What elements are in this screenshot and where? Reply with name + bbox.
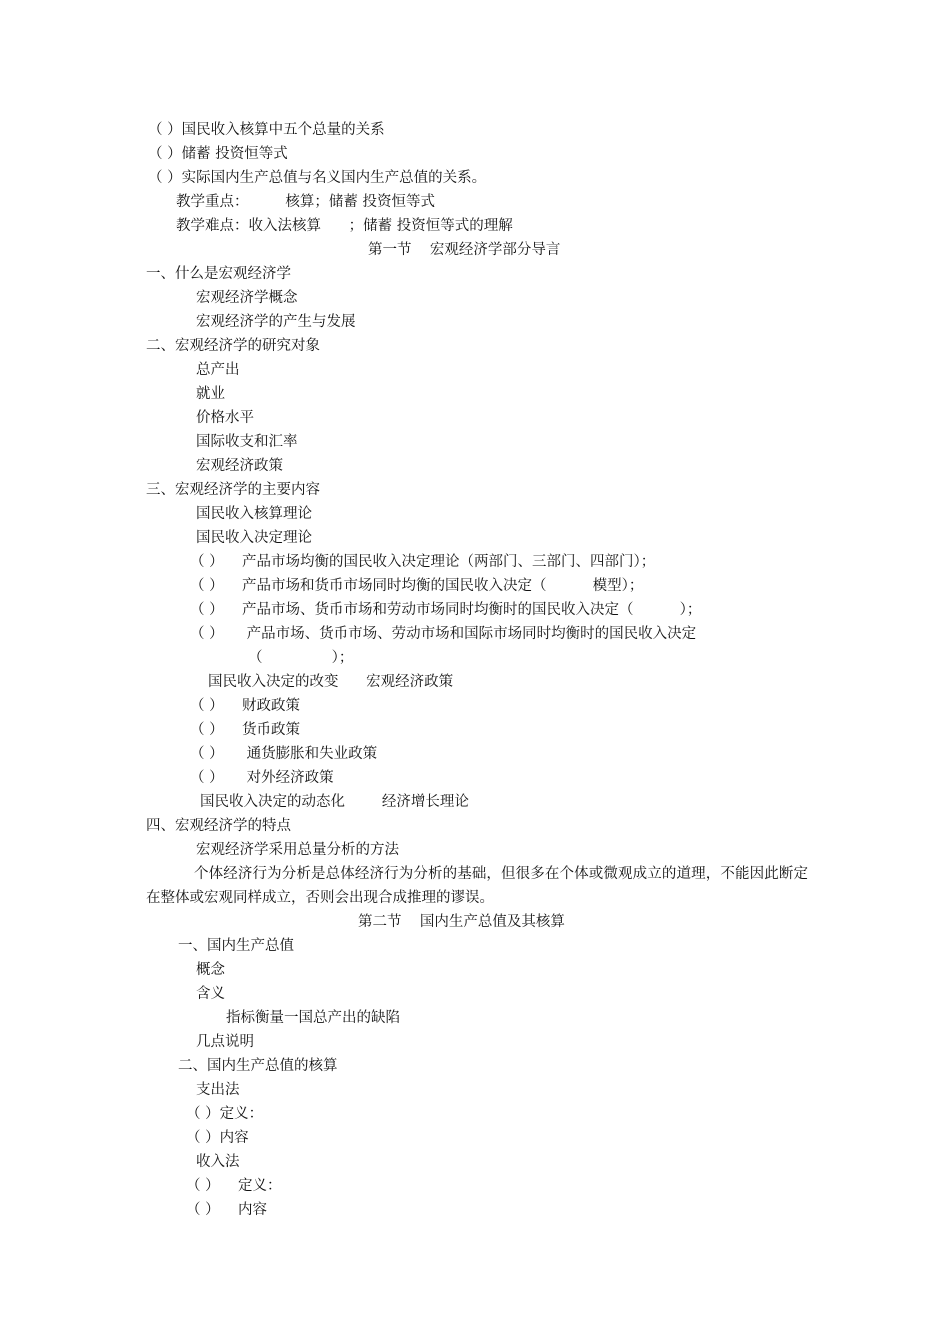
sub-list-item: （ ） 通货膨胀和失业政策 <box>190 746 378 762</box>
section-heading: 第二节 国内生产总值及其核算 <box>358 914 565 930</box>
sub-list-item: （ ） 内容 <box>186 1202 268 1218</box>
heading-level-1: 二、宏观经济学的研究对象 <box>146 338 320 354</box>
sub-list-item: （ ） 产品市场和货币市场同时均衡的国民收入决定（ 模型）； <box>190 578 644 594</box>
list-item: 宏观经济学概念 <box>196 290 298 306</box>
heading-level-1: 三、宏观经济学的主要内容 <box>146 482 320 498</box>
sub-list-item: （ ） 货币政策 <box>190 722 301 738</box>
heading-level-1: 四、宏观经济学的特点 <box>146 818 291 834</box>
list-item: 总产出 <box>196 362 240 378</box>
teaching-difficulties: 教学难点：收入法核算 ；储蓄 投资恒等式的理解 <box>176 218 513 234</box>
sub-list-item: （ ） 产品市场、货币市场、劳动市场和国际市场同时均衡时的国民收入决定 <box>190 626 697 642</box>
sub-list-item: （ ） 对外经济政策 <box>190 770 334 786</box>
heading-level-1: 一、什么是宏观经济学 <box>146 266 291 282</box>
list-item: 价格水平 <box>196 410 254 426</box>
list-item: 宏观经济学的产生与发展 <box>196 314 356 330</box>
list-item: 概念 <box>196 962 225 978</box>
list-item: 指标衡量一国总产出的缺陷 <box>226 1010 400 1026</box>
body-paragraph: 个体经济行为分析是总体经济行为分析的基础，但很多在个体或微观成立的道理，不能因此断定在整体或宏观同样成立，否则会出现合成推理的谬误。 <box>146 866 808 906</box>
sub-list-item-continuation: （ ）； <box>248 650 354 666</box>
sub-list-item: （ ） 产品市场、货币市场和劳动市场同时均衡时的国民收入决定（ ）； <box>190 602 702 618</box>
text-line: （ ）实际国内生产总值与名义国内生产总值的关系。 <box>148 170 487 186</box>
sub-list-item: （ ） 财政政策 <box>190 698 301 714</box>
list-item: 宏观经济学采用总量分析的方法 <box>196 842 399 858</box>
list-item: 收入法 <box>196 1154 240 1170</box>
list-item: 国民收入决定的动态化 经济增长理论 <box>200 794 469 810</box>
heading-level-1: 二、国内生产总值的核算 <box>178 1058 338 1074</box>
list-item: 就业 <box>196 386 225 402</box>
list-item: 支出法 <box>196 1082 240 1098</box>
list-item: 国民收入决定理论 <box>196 530 312 546</box>
sub-list-item: （ ） 产品市场均衡的国民收入决定理论（两部门、三部门、四部门）； <box>190 554 656 570</box>
list-item: 国民收入决定的改变 宏观经济政策 <box>208 674 454 690</box>
list-item: 国民收入核算理论 <box>196 506 312 522</box>
text-line: （ ）储蓄 投资恒等式 <box>148 146 288 162</box>
teaching-key-points: 教学重点： 核算；储蓄 投资恒等式 <box>176 194 435 210</box>
sub-list-item: （ ） 定义： <box>186 1178 282 1194</box>
list-item: 含义 <box>196 986 225 1002</box>
sub-list-item: （ ）定义： <box>186 1106 264 1122</box>
heading-level-1: 一、国内生产总值 <box>178 938 294 954</box>
list-item: 宏观经济政策 <box>196 458 283 474</box>
list-item: 国际收支和汇率 <box>196 434 298 450</box>
section-heading: 第一节 宏观经济学部分导言 <box>368 242 561 258</box>
text-line: （ ）国民收入核算中五个总量的关系 <box>148 122 385 138</box>
sub-list-item: （ ）内容 <box>186 1130 249 1146</box>
list-item: 几点说明 <box>196 1034 254 1050</box>
